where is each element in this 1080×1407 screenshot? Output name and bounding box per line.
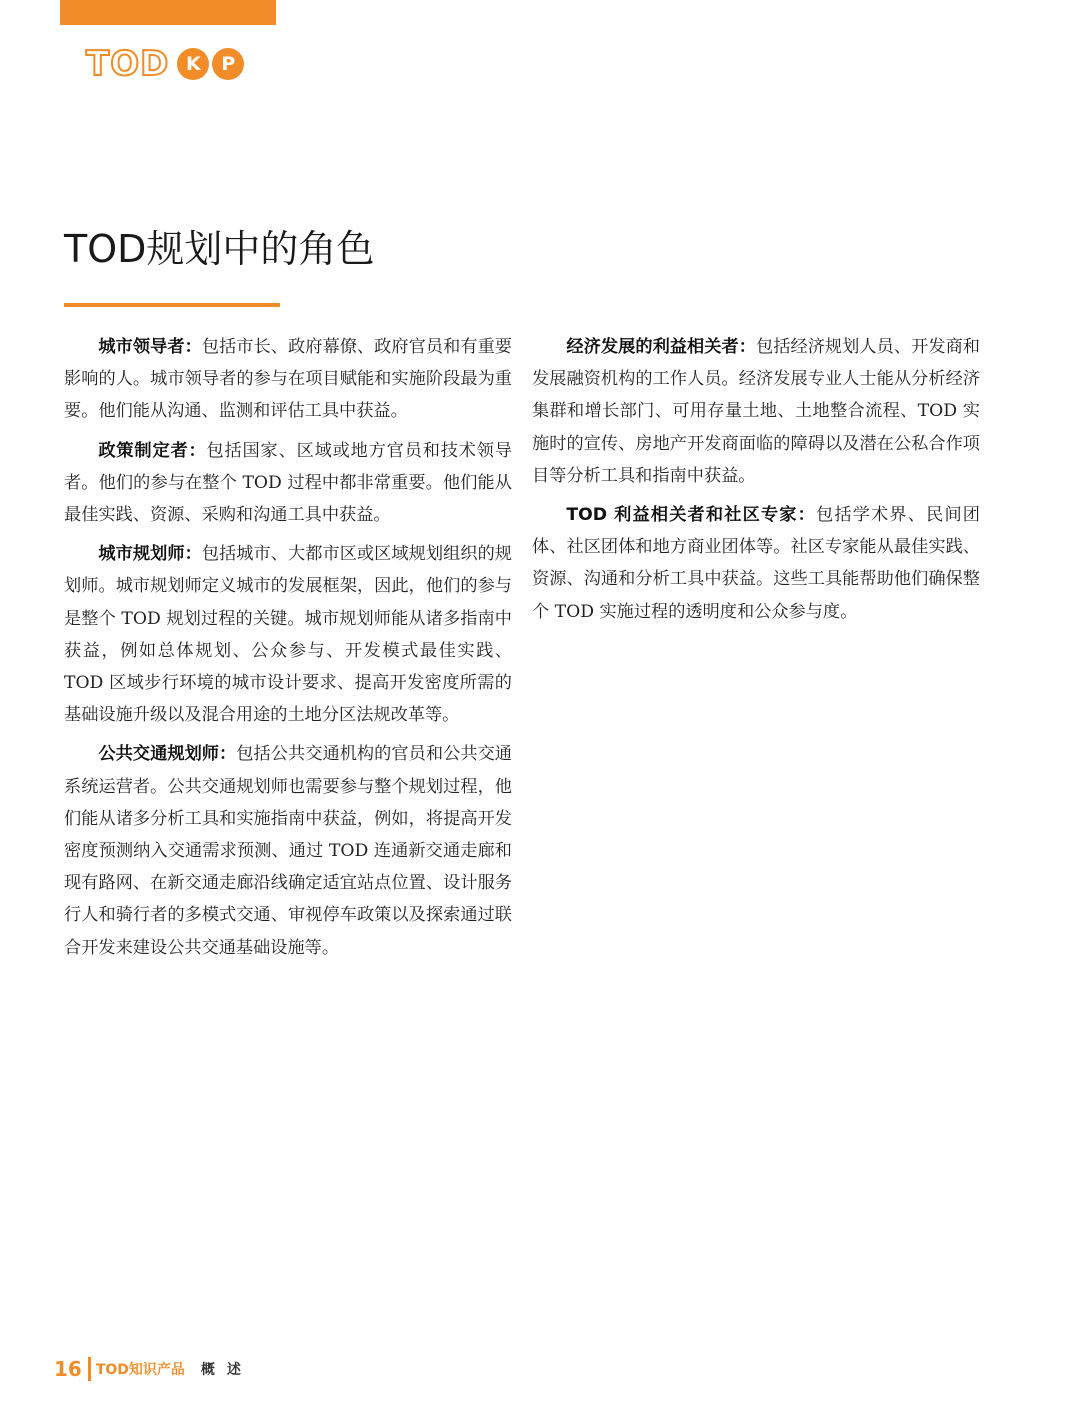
- page-footer: [54, 1354, 253, 1384]
- page-number: 16: [54, 1357, 82, 1381]
- paragraph-community-experts: [532, 499, 980, 628]
- right-column: [532, 331, 980, 635]
- text-city-leaders: 包括市长、政府幕僚、政府官员和有重要影响的人。城市领导者的参与在项目赋能和实施阶段最为重要。他们能从沟通、监测和评估工具中获益。: [64, 337, 512, 422]
- footer-divider: [88, 1357, 91, 1381]
- text-city-planners: 包括城市、大都市区或区域规划组织的规划师。城市规划师定义城市的发展框架，因此，他们的参与是整个 TOD 规划过程的关键。城市规划师能从诸多指南中获益，例如总体规划、公众参与、开发模式最佳实践、TOD 区域步行环境的城市设计要求、提高开发密度所需的基础设施升级以及混合用途的土地分区法规改革等。: [64, 544, 512, 726]
- footer-section-name: 概述: [200, 1362, 253, 1378]
- page-title: TOD规划中的角色: [64, 227, 375, 271]
- paragraph-city-planners: [64, 538, 512, 731]
- term-economic-stakeholders: 经济发展的利益相关者：: [566, 337, 756, 357]
- tod-kp-logo: [86, 44, 244, 84]
- top-accent-bar: [60, 0, 276, 25]
- paragraph-policy-makers: [64, 435, 512, 532]
- paragraph-city-leaders: [64, 331, 512, 428]
- logo-letter-k: K: [177, 48, 209, 80]
- term-policy-makers: 政策制定者：: [98, 440, 207, 461]
- term-city-planners: 城市规划师：: [98, 544, 202, 565]
- title-underline: [64, 303, 280, 307]
- left-column: [64, 331, 512, 971]
- text-community-experts: 包括学术界、民间团体、社区团体和地方商业团体等。社区专家能从最佳实践、资源、沟通和分析工具中获益。这些工具能帮助他们确保整个 TOD 实施过程的透明度和公众参与度。: [532, 505, 980, 622]
- text-economic-stakeholders: 包括经济规划人员、开发商和发展融资机构的工作人员。经济发展专业人士能从分析经济集群和增长部门、可用存量土地、土地整合流程、TOD 实施时的宣传、房地产开发商面临的障碍以及潜在公私合作项目等分析工具和指南中获益。: [532, 337, 980, 486]
- term-community-experts: TOD 利益相关者和社区专家：: [566, 505, 816, 526]
- paragraph-transit-planners: [64, 738, 512, 963]
- logo-letter-p: P: [212, 48, 244, 80]
- paragraph-economic-stakeholders: [532, 331, 980, 492]
- text-policy-makers: 包括国家、区域或地方官员和技术领导者。他们的参与在整个 TOD 过程中都非常重要。他们能从最佳实践、资源、采购和沟通工具中获益。: [64, 440, 512, 526]
- logo-word: TOD: [86, 44, 170, 84]
- footer-product-name: TOD知识产品: [95, 1362, 185, 1378]
- text-transit-planners: 包括公共交通机构的官员和公共交通系统运营者。公共交通规划师也需要参与整个规划过程，他们能从诸多分析工具和实施指南中获益，例如，将提高开发密度预测纳入交通需求预测、通过 TOD 连通新交通走廊和现有路网、在新交通走廊沿线确定适宜站点位置、设计服务行人和骑行者的多模式交通、审视停车政策以及探索通过联合开发来建设公共交通基础设施等。: [64, 744, 512, 958]
- term-city-leaders: 城市领导者：: [98, 337, 202, 357]
- term-transit-planners: 公共交通规划师：: [98, 744, 237, 765]
